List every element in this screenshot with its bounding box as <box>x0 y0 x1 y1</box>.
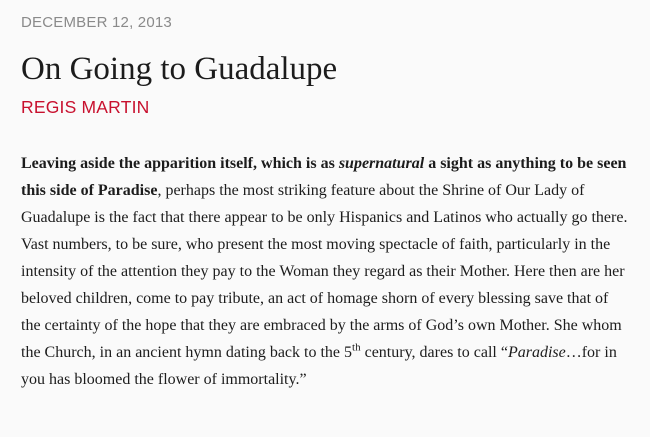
author-byline[interactable] <box>21 97 149 118</box>
quote-italic: Paradise <box>507 344 566 361</box>
lead-emphasis: supernatural <box>338 155 425 172</box>
lead-text-part1: Leaving aside the apparition itself, which is as <box>21 155 339 172</box>
lead-text-part2: a sight as anything to be seen this side of Paradise <box>21 155 627 199</box>
author-link[interactable]: REGIS MARTIN <box>21 97 150 117</box>
article-date: DECEMBER 12, 2013 <box>21 14 172 31</box>
article-title: On Going to Guadalupe <box>21 51 338 87</box>
body-text-part2: century, dares to call “ <box>360 344 508 361</box>
ordinal-superscript: th <box>352 341 361 354</box>
body-text-part3: …for in you has bloomed the flower of immortality.” <box>21 344 617 388</box>
body-text-part1: , perhaps the most striking feature about the Shrine of Our Lady of Guadalupe is the fact that there appear to be only Hispanics and Latinos who actually go there. Vast numbers, to be sure, who present the most moving spectacle of faith, particularly in the intensity of the attention they pay to the Woman they regard as their Mother. Here then are her beloved children, come to pay tribute, an act of homage shorn of every blessing save that of the certainty of the hope that they are embraced by the arms of God’s own Mother. She whom the Church, in an ancient hymn dating back to the 5 <box>21 182 628 361</box>
article-paragraph <box>21 150 631 393</box>
